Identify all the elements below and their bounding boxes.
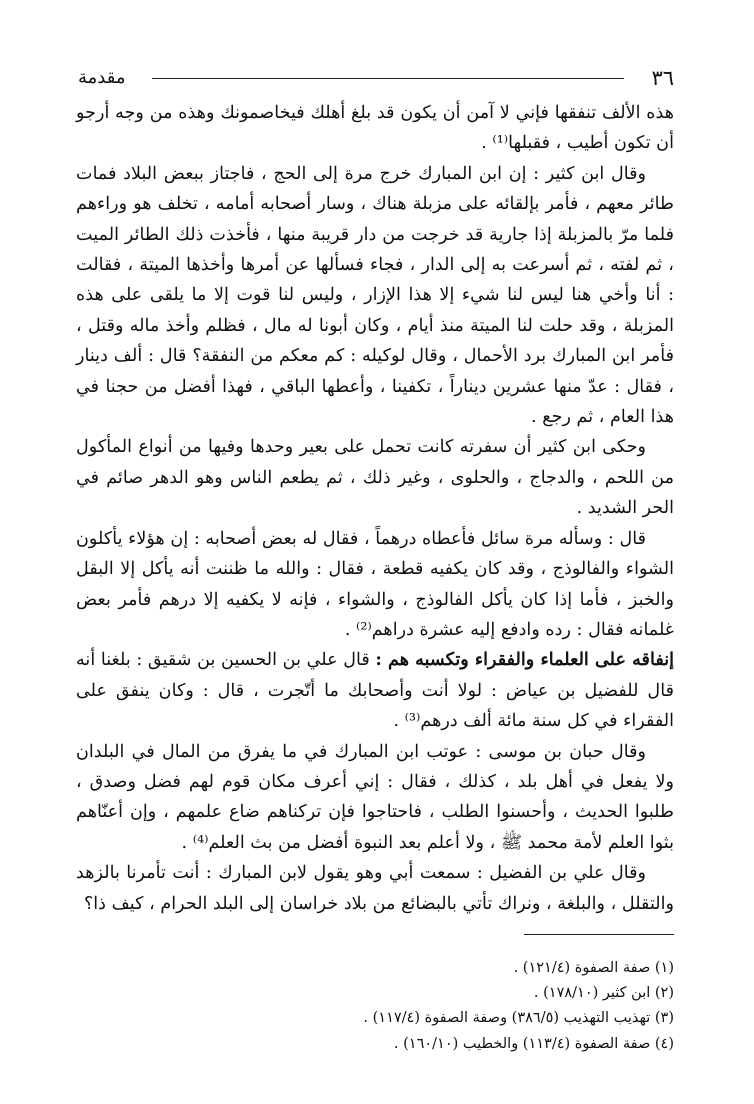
paragraph-1: هذه الألف تنفقها فإني لا آمن أن يكون قد بلغ أهلك فيخاصمونك وهذه من وجه أرجو أن تكون أطيب ، فقبلها⁽¹⁾ . (76, 103, 674, 154)
main-text (76, 98, 674, 919)
paragraph-6: وقال حبان بن موسى : عوتب ابن المبارك في ما يفرق من المال في البلدان ولا يفعل في أهل بلد ، كذلك ، فقال : إني أعرف مكان قوم لهم فضل وصدق ، طلبوا الحديث ، وأحسنوا الطلب ، فاحتاجوا فإن تركناهم ضاع علمهم ، وإن أعنّاهم بثوا العلم لأمة محمد ﷺ ، ولا أعلم بعد النبوة أفضل من بث العلم⁽⁴⁾ . (76, 741, 674, 853)
paragraph-4: قال : وسأله مرة سائل فأعطاه درهماً ، فقال له بعض أصحابه : إن هؤلاء يأكلون الشواء والفالوذج ، وقد كان يكفيه قطعة ، فقال : والله ما ظننت أنه يأكل إلا البقل والخبز ، فأما إذا كان يأكل الفالوذج ، والشواء ، فإنه لا يكفيه إلا درهم فأمر بعض غلمانه فقال : رده وادفع إليه عشرة دراهم⁽²⁾ . (76, 528, 674, 640)
header-rule (152, 78, 624, 79)
paragraph-5-text: قال علي بن الحسين بن شقيق : بلغنا أنه قال للفضيل بن عياض : لولا أنت وأصحابك ما أتّجرت ، قال : وكان ينفق على الفقراء في كل سنة مائة ألف درهم⁽³⁾ . (76, 650, 674, 732)
paragraph-2: وقال ابن كثير : إن ابن المبارك خرج مرة إلى الحج ، فاجتاز ببعض البلاد فمات طائر معهم ، فأمر بإلقائه على مزبلة هناك ، وسار أصحابه أمامه ، تخلف هو وراءهم فلما مرّ بالمزبلة إذا جارية قد خرجت من دار قريبة منها ، فأخذت ذلك الطائر الميت ، ثم لفته ، ثم أسرعت به إلى الدار ، فجاء فسألها عن أمرها وأخذها الميتة ، فقالت : أنا وأخي هنا ليس لنا شيء إلا هذا الإزار ، وليس لنا قوت إلا ما يلقى على هذه المزبلة ، وقد حلت لنا الميتة منذ أيام ، وكان أبونا له مال ، فظلم وأخذ ماله وقتل ، فأمر ابن المبارك برد الأحمال ، وقال لوكيله : كم معكم من النفقة؟ قال : ألف دينار ، فقال : عدّ منها عشرين ديناراً ، تكفينا ، وأعطها الباقي ، فهذا أفضل من حجنا في هذا العام ، ثم رجع . (76, 163, 674, 428)
footnote-1: (١) صفة الصفوة (١٢١/٤) . (513, 960, 674, 976)
footnote-4: (٤) صفة الصفوة (١١٣/٤) والخطيب (١٦٠/١٠) . (393, 1035, 674, 1052)
footnote-3: (٣) تهذيب التهذيب (٣٨٦/٥) وصفة الصفوة (١١٧/٤) . (363, 1010, 674, 1027)
running-title: مقدمة (78, 67, 126, 88)
page-header (78, 64, 674, 96)
section-heading: إنفاقه على العلماء والفقراء وتكسبه هم : (375, 649, 675, 671)
paragraph-7: وقال علي بن الفضيل : سمعت أبي وهو يقول لابن المبارك : أنت تأمرنا بالزهد والتقلل ، والبلغة ، ونراك تأتي بالبضائع من بلاد خراسان إلى البلد الحرام ، كيف ذا؟ (76, 863, 674, 914)
footnote-2: (٢) ابن كثير (١٧٨/١٠) . (533, 985, 674, 1002)
footnote-rule (524, 934, 674, 935)
page-number: ٣٦ (651, 66, 674, 90)
footnotes (120, 956, 674, 1057)
paragraph-5 (76, 645, 674, 736)
paragraph-3: وحكى ابن كثير أن سفرته كانت تحمل على بعير وحدها وفيها من أنواع المأكول من اللحم ، والدجاج ، والحلوى ، وغير ذلك ، ثم يطعم الناس وهو الدهر صائم في الحر الشديد . (76, 437, 674, 519)
